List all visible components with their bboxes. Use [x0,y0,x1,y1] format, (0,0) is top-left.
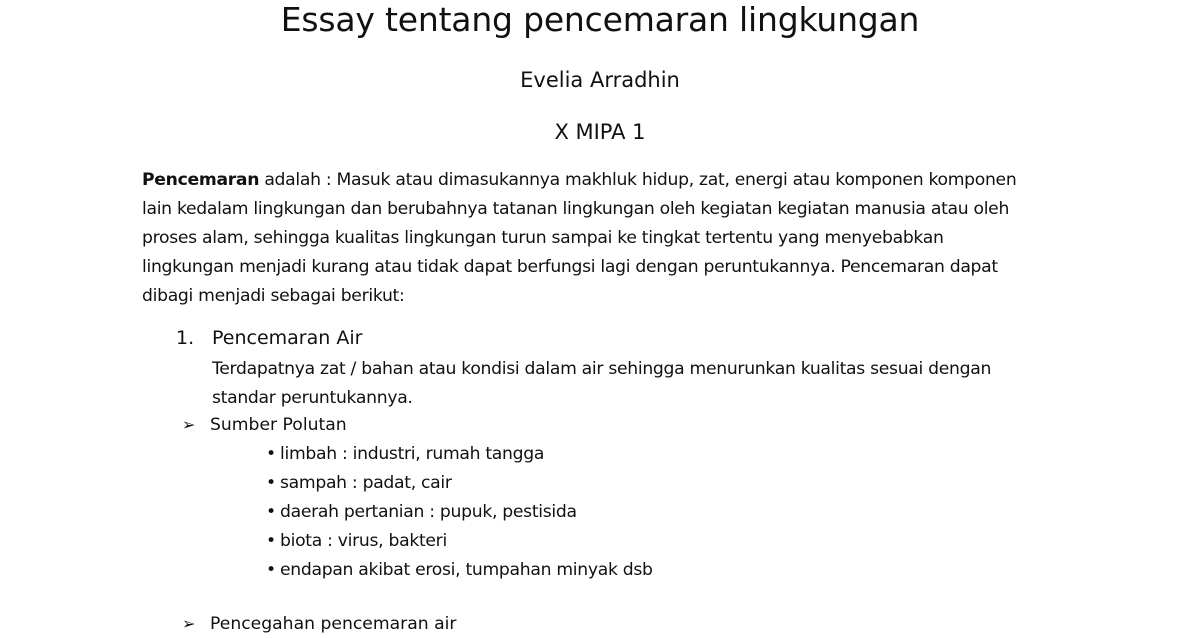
sources-list [266,440,653,585]
sources-heading-label: Sumber Polutan [210,415,347,435]
bullet-icon: • [266,473,276,493]
intro-line-3: proses alam, sehingga kualitas lingkungan turun sampai ke tingkat tertentu yang menyebabkan [142,228,944,248]
list-item: • endapan akibat erosi, tumpahan minyak dsb [266,556,653,585]
intro-paragraph [142,166,1062,311]
list-item: • daerah pertanian : pupuk, pestisida [266,498,653,527]
intro-line-2: lain kedalam lingkungan dan berubahnya tatanan lingkungan oleh kegiatan kegiatan manusia atau oleh [142,199,1010,219]
intro-term: Pencemaran [142,170,260,190]
intro-line-1: Pencemaran adalah : Masuk atau dimasukannya makhluk hidup, zat, energi atau komponen komponen [142,170,1017,190]
list-item: • biota : virus, bakteri [266,527,653,556]
prevention-heading-label: Pencegahan pencemaran air [210,614,457,634]
arrow-bullet-icon: ➢ [182,415,196,434]
prevention-heading [182,610,456,638]
section-desc-line-1: Terdapatnya zat / bahan atau kondisi dalam air sehingga menurunkan kualitas sesuai dengan [212,359,992,379]
author-name: Evelia Arradhin [520,68,680,92]
intro-line-4: lingkungan menjadi kurang atau tidak dapat berfungsi lagi dengan peruntukannya. Pencemaran dapat [142,257,998,277]
document-title: Essay tentang pencemaran lingkungan [280,0,920,39]
section-title: Pencemaran Air [212,327,363,349]
bullet-icon: • [266,502,276,522]
list-item: • limbah : industri, rumah tangga [266,440,653,469]
section-desc-line-2: standar peruntukannya. [212,388,413,408]
class-label: X MIPA 1 [554,120,646,144]
list-item: • sampah : padat, cair [266,469,653,498]
bullet-icon: • [266,444,276,464]
section-number: 1. [176,327,195,349]
bullet-icon: • [266,531,276,551]
section-description [212,355,1052,413]
bullet-icon: • [266,560,276,580]
sources-heading [182,411,347,439]
intro-line-5: dibagi menjadi sebagai berikut: [142,286,405,306]
arrow-bullet-icon: ➢ [182,614,196,633]
